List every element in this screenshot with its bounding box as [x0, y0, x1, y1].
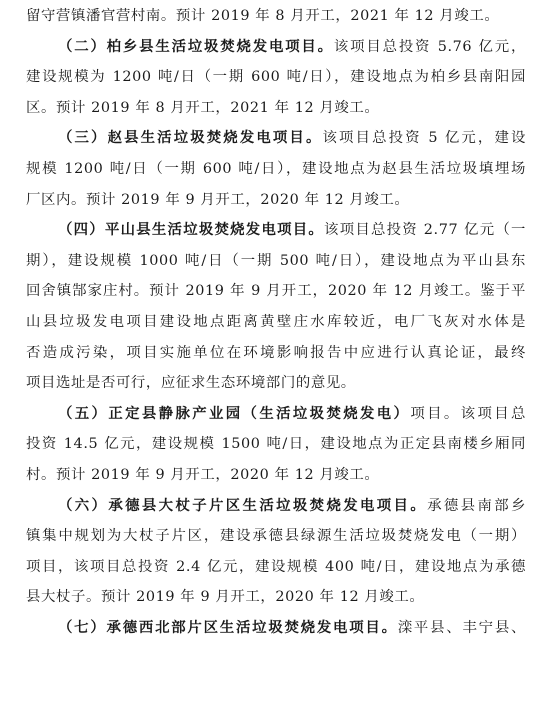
text-line [26, 248, 526, 274]
line-text: 山县垃圾发电项目建设地点距离黄壁庄水库较近，电厂飞灰对水体是 [26, 314, 526, 330]
section-heading: （五）正定县静脉产业园（生活垃圾焚烧发电） [58, 404, 411, 422]
text-line [26, 3, 526, 29]
section-heading-line [58, 34, 526, 60]
line-text: 厂区内。预计 2019 年 9 月开工，2020 年 12 月竣工。 [26, 191, 410, 208]
section-heading-line [58, 615, 526, 641]
text-line [26, 187, 526, 213]
line-text: 承德县南部乡 [427, 497, 526, 514]
line-text: 镇集中规划为大杖子片区，建设承德县绿源生活垃圾焚烧发电（一期） [26, 528, 526, 545]
text-line [26, 554, 526, 580]
text-line [26, 64, 526, 90]
line-text: 滦平县、丰宁县、 [397, 620, 526, 636]
line-text: 期），建设规模 1000 吨/日（一期 500 吨/日），建设地点为平山县东 [26, 252, 526, 269]
section-heading-line [58, 125, 526, 151]
text-line [26, 340, 526, 366]
line-text: 否造成污染，项目实施单位在环境影响报告中应进行认真论证，最终 [26, 344, 526, 361]
line-text: 回舍镇郜家庄村。预计 2019 年 9 月开工，2020 年 12 月竣工。鉴于平 [26, 283, 526, 300]
line-text: 该项目总投资 5.76 亿元， [333, 38, 526, 55]
section-heading-line [58, 401, 526, 427]
line-text: 项目选址是否可行，应征求生态环境部门的意见。 [26, 375, 356, 392]
section-heading-line [58, 493, 526, 519]
text-line [26, 431, 526, 457]
line-text: 该项目总投资 2.77 亿元（一 [324, 222, 526, 239]
text-line [26, 584, 526, 610]
section-heading: （二）柏乡县生活垃圾焚烧发电项目。 [58, 37, 334, 55]
line-text: 规模 1200 吨/日（一期 600 吨/日），建设地点为赵县生活垃圾填埋场 [26, 161, 526, 177]
text-line [26, 370, 526, 396]
line-text: 投资 14.5 亿元，建设规模 1500 吨/日，建设地点为正定县南楼乡厢同 [26, 436, 526, 453]
text-line [26, 156, 526, 182]
section-heading: （四）平山县生活垃圾焚烧发电项目。 [58, 221, 325, 239]
line-text: 县大杖子。预计 2019 年 9 月开工，2020 年 12 月竣工。 [26, 589, 425, 606]
text-line [26, 462, 526, 488]
section-heading: （七）承德西北部片区生活垃圾焚烧发电项目。 [58, 619, 398, 636]
line-text: 村。预计 2019 年 9 月开工，2020 年 12 月竣工。 [26, 467, 380, 483]
line-text: 留守营镇潘官营村南。预计 2019 年 8 月开工，2021 年 12 月竣工。 [26, 8, 500, 24]
section-heading-line [58, 217, 526, 243]
text-line [26, 95, 526, 121]
section-heading: （六）承德县大杖子片区生活垃圾焚烧发电项目。 [58, 496, 428, 514]
line-text: 区。预计 2019 年 8 月开工，2021 年 12 月竣工。 [26, 99, 380, 116]
line-text: 项目。该项目总 [410, 405, 526, 422]
text-line [26, 278, 526, 304]
line-text: 该项目总投资 5 亿元，建设 [322, 130, 526, 147]
text-line [26, 309, 526, 335]
text-line [26, 523, 526, 549]
line-text: 项目，该项目总投资 2.4 亿元，建设规模 400 吨/日，建设地点为承德 [26, 558, 526, 575]
line-text: 建设规模为 1200 吨/日（一期 600 吨/日），建设地点为柏乡县南阳园 [26, 69, 526, 86]
section-heading: （三）赵县生活垃圾焚烧发电项目。 [58, 129, 323, 147]
